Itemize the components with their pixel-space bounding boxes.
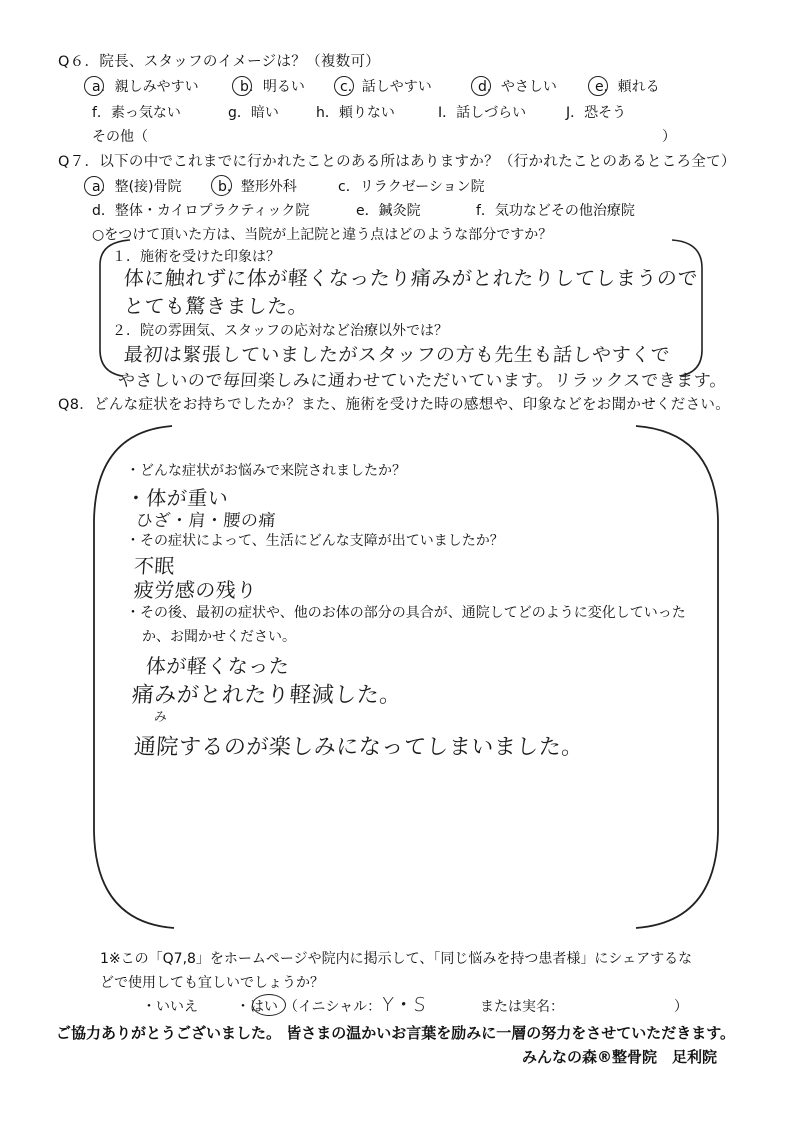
share-question-line2: どで使用しても宜しいでしょうか？ bbox=[100, 975, 324, 991]
q7-answer1-line2[interactable]: とても驚きました。 bbox=[123, 294, 310, 318]
q6-option-d[interactable]: d．やさしい bbox=[478, 79, 557, 95]
q6-option-g[interactable]: g．暗い bbox=[228, 105, 279, 121]
q7-answer1-line1[interactable]: 体に触れずに体が軽くなったり痛みがとれたりしてしまうので bbox=[123, 266, 699, 290]
share-option-yes[interactable]: ・はい bbox=[236, 999, 278, 1015]
q6-option-c[interactable]: c．話しやすい bbox=[340, 79, 432, 95]
q7-option-a[interactable]: a．整(接)骨院 bbox=[92, 179, 182, 195]
q6-option-f[interactable]: f．素っ気ない bbox=[92, 105, 181, 121]
q8-prompt1: ・どんな症状がお悩みで来院されましたか？ bbox=[126, 463, 406, 479]
q8-question: Q8．どんな症状をお持ちでしたか？また、施術を受けた時の感想や、印象などをお聞かせください。 bbox=[58, 397, 730, 413]
q6-other-label: その他（ bbox=[92, 129, 148, 145]
q7-option-f[interactable]: f．気功などその他治療院 bbox=[476, 203, 635, 219]
initial-value[interactable]: Y・S bbox=[381, 994, 427, 1016]
q6-option-i[interactable]: I．話しづらい bbox=[438, 105, 527, 121]
q8-answer1-line2[interactable]: ひざ・肩・腰の痛 bbox=[135, 511, 277, 531]
q8-prompt3-line1: ・その後、最初の症状や、他のお体の部分の具合が、通院してどのように変化していった bbox=[126, 605, 686, 621]
q8-answer3-correction: み bbox=[153, 710, 168, 725]
q7-followup: ○をつけて頂いた方は、当院が上記院と違う点はどのような部分ですか？ bbox=[92, 227, 553, 243]
q7-option-b[interactable]: b．整形外科 bbox=[218, 179, 297, 195]
q7-sub1-prompt: １．施術を受けた印象は？ bbox=[112, 249, 280, 265]
q6-option-h[interactable]: h．頼りない bbox=[316, 105, 395, 121]
q8-answer2-line1[interactable]: 不眠 bbox=[133, 554, 176, 578]
clinic-name: みんなの森®整骨院 足利院 bbox=[522, 1048, 718, 1066]
share-question-line1: 1※この「Q7,8」をホームページや院内に掲示して、「同じ悩みを持つ患者様」にシェアするな bbox=[100, 951, 693, 967]
initial-label: （イニシャル： bbox=[284, 999, 382, 1015]
q7-sub2-prompt: ２．院の雰囲気、スタッフの応対など治療以外では？ bbox=[112, 323, 448, 339]
q8-prompt3-line2: か、お聞かせください。 bbox=[142, 629, 296, 645]
q6-other-close: ） bbox=[662, 129, 676, 145]
footer-thanks: ご協力ありがとうございました。 皆さまの温かいお言葉を励みに一層の努力をさせていただきます。 bbox=[56, 1024, 736, 1042]
q6-question: Q６．院長、スタッフのイメージは？（複数可） bbox=[58, 54, 381, 70]
q6-option-b[interactable]: b．明るい bbox=[240, 79, 305, 95]
q6-option-e[interactable]: e．頼れる bbox=[595, 79, 660, 95]
realname-label: または実名： bbox=[480, 999, 564, 1015]
share-option-no[interactable]: ・いいえ bbox=[142, 999, 198, 1015]
q8-answer2-line2[interactable]: 疲労感の残り bbox=[133, 578, 258, 602]
q7-answer2-line1[interactable]: 最初は緊張していましたがスタッフの方も先生も話しやすくで bbox=[123, 344, 671, 366]
q7-question: Q７．以下の中でこれまでに行かれたことのある所はありますか？（行かれたことのあるところ全て） bbox=[58, 154, 736, 170]
q7-answer2-line2[interactable]: やさしいので毎回楽しみに通わせていただいています。リラックスできます。 bbox=[117, 371, 728, 391]
selected-circle-mark bbox=[252, 994, 286, 1016]
q8-answer3-line1[interactable]: 体が軽くなった bbox=[145, 654, 291, 678]
q6-option-j[interactable]: J．恐そう bbox=[566, 105, 627, 121]
q7-option-e[interactable]: e．鍼灸院 bbox=[356, 203, 421, 219]
q6-option-a[interactable]: a．親しみやすい bbox=[92, 79, 199, 95]
q7-option-c[interactable]: c．リラクゼーション院 bbox=[338, 179, 485, 195]
q8-prompt2: ・その症状によって、生活にどんな支障が出ていましたか？ bbox=[126, 533, 504, 549]
q8-answer1-line1[interactable]: ・体が重い bbox=[125, 486, 230, 510]
q8-answer3-line2[interactable]: 痛みがとれたり軽減した。 bbox=[130, 683, 403, 708]
q7-option-d[interactable]: d．整体・カイロプラクティック院 bbox=[92, 203, 310, 219]
realname-close: ） bbox=[674, 999, 688, 1015]
q8-answer3-line3[interactable]: 通院するのが楽しみになってしまいました。 bbox=[132, 735, 585, 760]
